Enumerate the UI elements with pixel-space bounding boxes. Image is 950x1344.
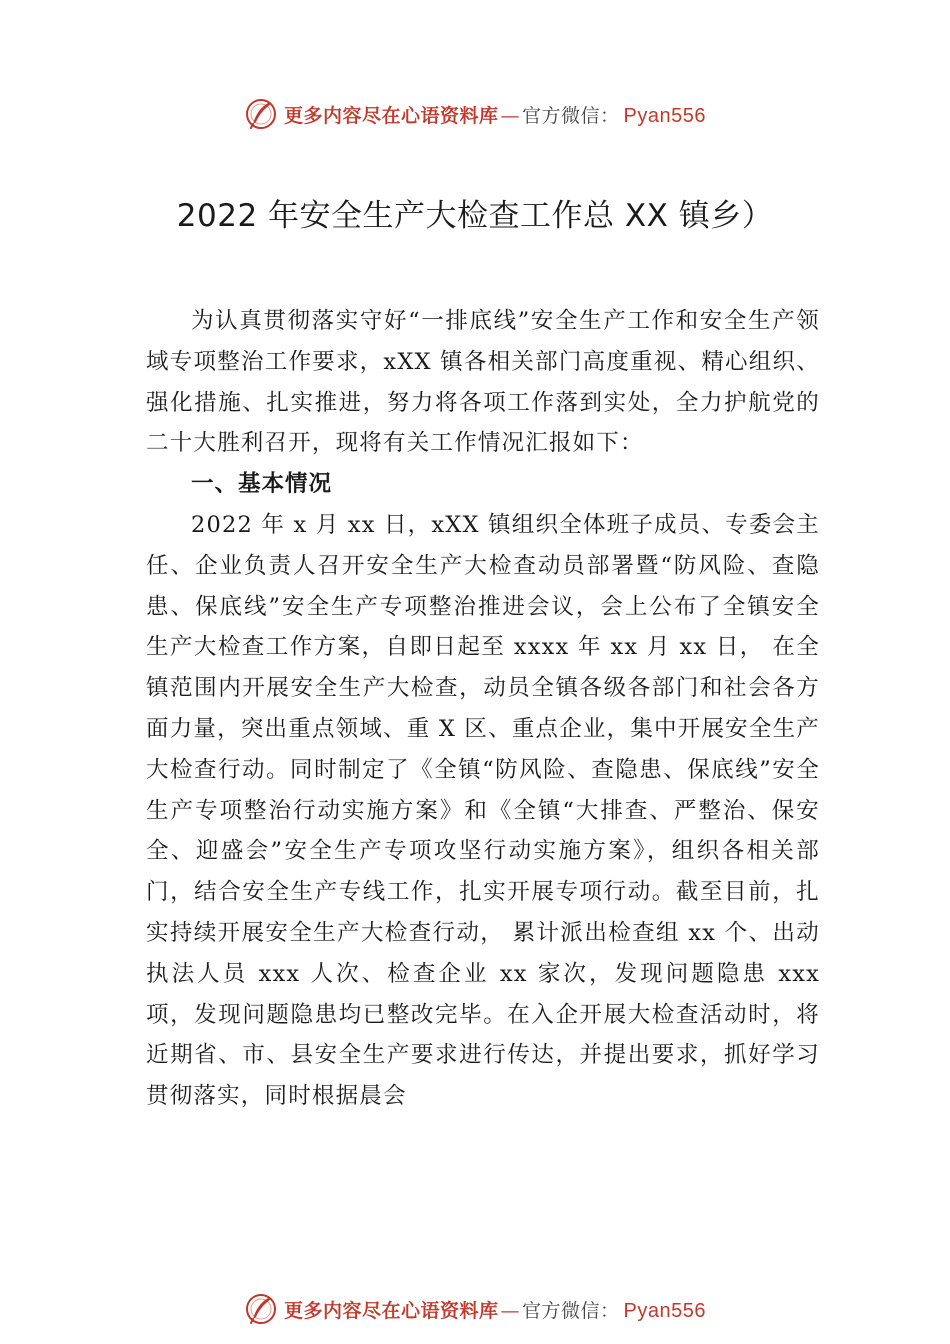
watermark-wechat-id: Pyan556 — [623, 104, 706, 127]
watermark-brand: 更多内容尽在心语资料库 — [284, 1299, 499, 1322]
footer-watermark — [0, 1289, 950, 1329]
document-body — [146, 301, 820, 1117]
watermark-wechat-id: Pyan556 — [623, 1299, 706, 1322]
watermark-dash: — — [500, 1299, 521, 1322]
intro-paragraph: 为认真贯彻落实守好“一排底线”安全生产工作和安全生产领域专项整治工作要求，xXX 镇各相关部门高度重视、精心组织、强化措施、扎实推进，努力将各项工作落到实处，全力护航党的二十大胜利召开，现将有关工作情况汇报如下： — [146, 308, 820, 457]
watermark-official-label: 官方微信： — [522, 1299, 620, 1322]
quill-logo-icon — [244, 1292, 278, 1326]
section-heading: 一、基本情况 — [191, 471, 333, 498]
document-title: 2022 年安全生产大检查工作总 XX 镇乡） — [176, 198, 774, 234]
header-watermark — [0, 94, 950, 134]
watermark-official-label: 官方微信： — [522, 104, 620, 127]
watermark-dash: — — [500, 104, 521, 127]
watermark-brand: 更多内容尽在心语资料库 — [284, 104, 499, 127]
quill-logo-icon — [244, 97, 278, 131]
section-paragraph: 2022 年 x 月 xx 日，xXX 镇组织全体班子成员、专委会主任、企业负责人召开安全生产大检查动员部署暨“防风险、查隐患、保底线”安全生产专项整治推进会议，会上公布了全镇安全生产大检查工作方案，自即日起至 xxxx 年 xx 月 xx 日， 在全镇范围内开展安全生产大检查，动员全镇各级各部门和社会各方面力量，突出重点领域、重 X 区、重点企业，集中开展安全生产大检查行动。同时制定了《全镇“防风险、查隐患、保底线”安全生产专项整治行动实施方案》和《全镇“大排查、严整治、保安全、迎盛会”安全生产专项攻坚行动实施方案》，组织各相关部门，结合安全生产专线工作，扎实开展专项行动。截至目前，扎实持续开展安全生产大检查行动， 累计派出检查组 xx 个、出动执法人员 xxx 人次、检查企业 xx 家次，发现问题隐患 xxx 项，发现问题隐患均已整改完毕。在入企开展大检查活动时，将近期省、市、县安全生产要求进行传达，并提出要求，抓好学习贯彻落实，同时根据晨会 — [146, 511, 820, 1110]
